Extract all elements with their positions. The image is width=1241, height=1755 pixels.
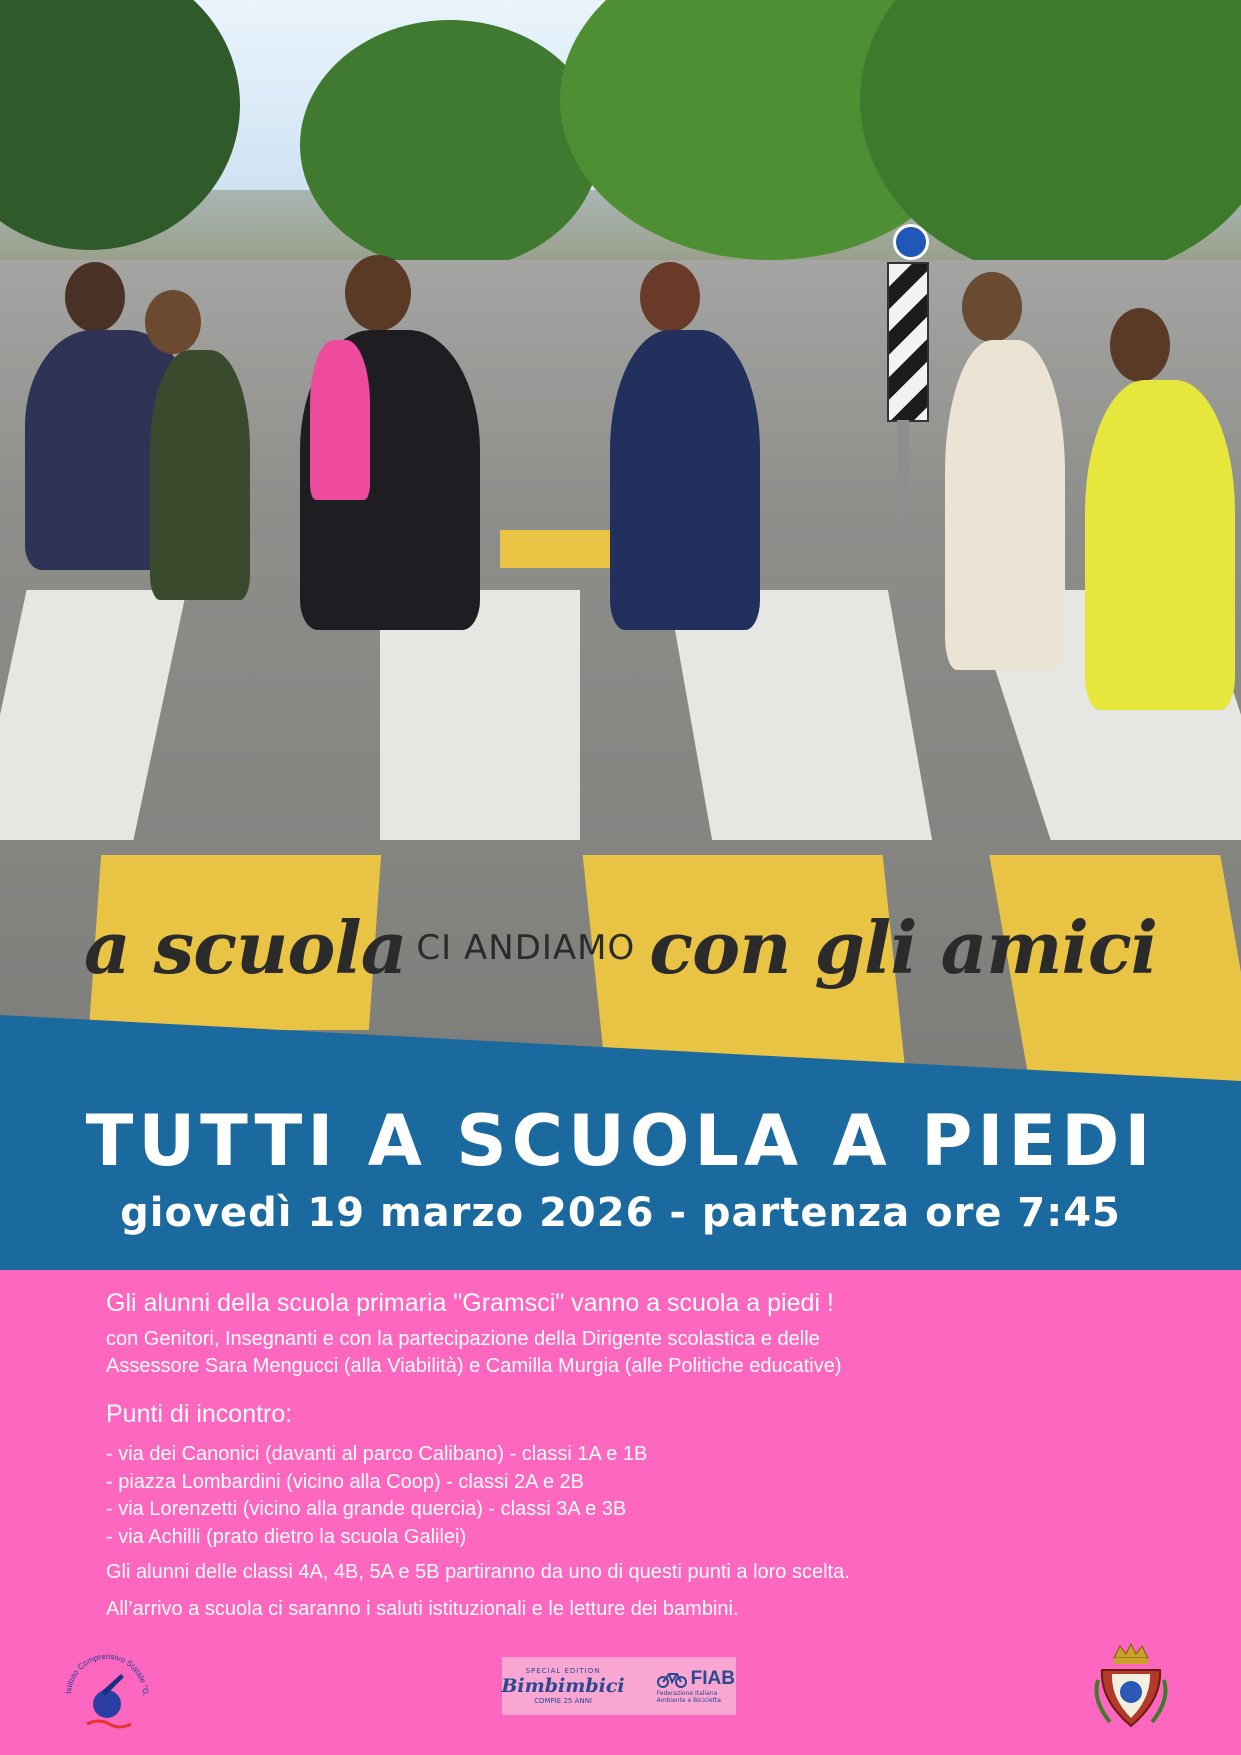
headline: TUTTI A SCUOLA A PIEDI	[85, 1100, 1156, 1182]
child-head	[1110, 308, 1170, 382]
child-head	[640, 262, 700, 332]
child-head	[345, 255, 411, 331]
meeting-point: - via Lorenzetti (vicino alla grande quercia) - classi 3A e 3B	[106, 1498, 627, 1520]
road-sign-disc	[893, 224, 929, 260]
meeting-point: - piazza Lombardini (vicino alla Coop) - classi 2A e 2B	[106, 1470, 584, 1493]
participants-text	[106, 1326, 1166, 1380]
tagline	[0, 905, 1241, 990]
tagline-part2: CI ANDIAMO	[416, 928, 636, 968]
school-logo-text: Istituto Comprensivo Statale "G.	[63, 1651, 151, 1697]
classes-note: Gli alunni delle classi 4A, 4B, 5A e 5B partiranno da uno di questi punti a loro scelta.	[106, 1561, 850, 1583]
fiab-name: FIAB	[690, 1668, 735, 1689]
yellow-stripe	[500, 530, 610, 568]
info-content	[106, 1288, 1166, 1621]
child	[150, 350, 250, 600]
meeting-point: - via dei Canonici (davanti al parco Calibano) - classi 1A e 1B	[106, 1443, 648, 1465]
tagline-part1: a scuola	[83, 905, 407, 990]
arrival-note: All’arrivo a scuola ci saranno i saluti istituzionali e le letture dei bambini.	[106, 1598, 739, 1620]
school-logo	[57, 1644, 155, 1734]
svg-text:Istituto Comprensivo Statale "	[57, 1644, 150, 1697]
bimbimbici-name: Bimbimbici	[501, 1675, 625, 1697]
bimbimbici-fiab-logo	[502, 1657, 736, 1715]
child	[310, 340, 370, 500]
meeting-points-list	[106, 1441, 1166, 1551]
road-sign	[887, 262, 929, 422]
bimbimbici-logo	[501, 1667, 624, 1705]
coat-of-arms-logo	[1090, 1640, 1172, 1732]
tree	[0, 0, 240, 250]
tree	[300, 20, 600, 270]
child	[945, 340, 1065, 670]
fiab-subtitle: Federazione Italiana Ambiente e Bicicletta	[656, 1690, 721, 1704]
tagline-part3: con gli amici	[649, 905, 1158, 990]
event-date: giovedì 19 marzo 2026 - partenza ore 7:45	[120, 1190, 1121, 1236]
bimbimbici-subtitle: COMPIE 25 ANNI	[534, 1697, 592, 1705]
child-head	[65, 262, 125, 332]
child	[610, 330, 760, 630]
child-head	[962, 272, 1022, 342]
bimbimbici-edition: SPECIAL EDITION	[525, 1667, 601, 1675]
bicycle-icon	[657, 1670, 687, 1688]
child	[1085, 380, 1235, 710]
participants-line: Assessore Sara Mengucci (alla Viabilità) e Camilla Murgia (alle Politiche educative)	[106, 1355, 842, 1377]
meeting-point: - via Achilli (prato dietro la scuola Galilei)	[106, 1525, 467, 1548]
child-head	[145, 290, 201, 354]
meeting-points-title: Punti di incontro:	[106, 1400, 293, 1428]
road-sign-pole	[897, 420, 909, 530]
intro-text: Gli alunni della scuola primaria "Gramsci" vanno a scuola a piedi !	[106, 1289, 834, 1317]
participants-line: con Genitori, Insegnanti e con la partecipazione della Dirigente scolastica e delle	[106, 1328, 820, 1350]
fiab-logo	[657, 1668, 737, 1704]
